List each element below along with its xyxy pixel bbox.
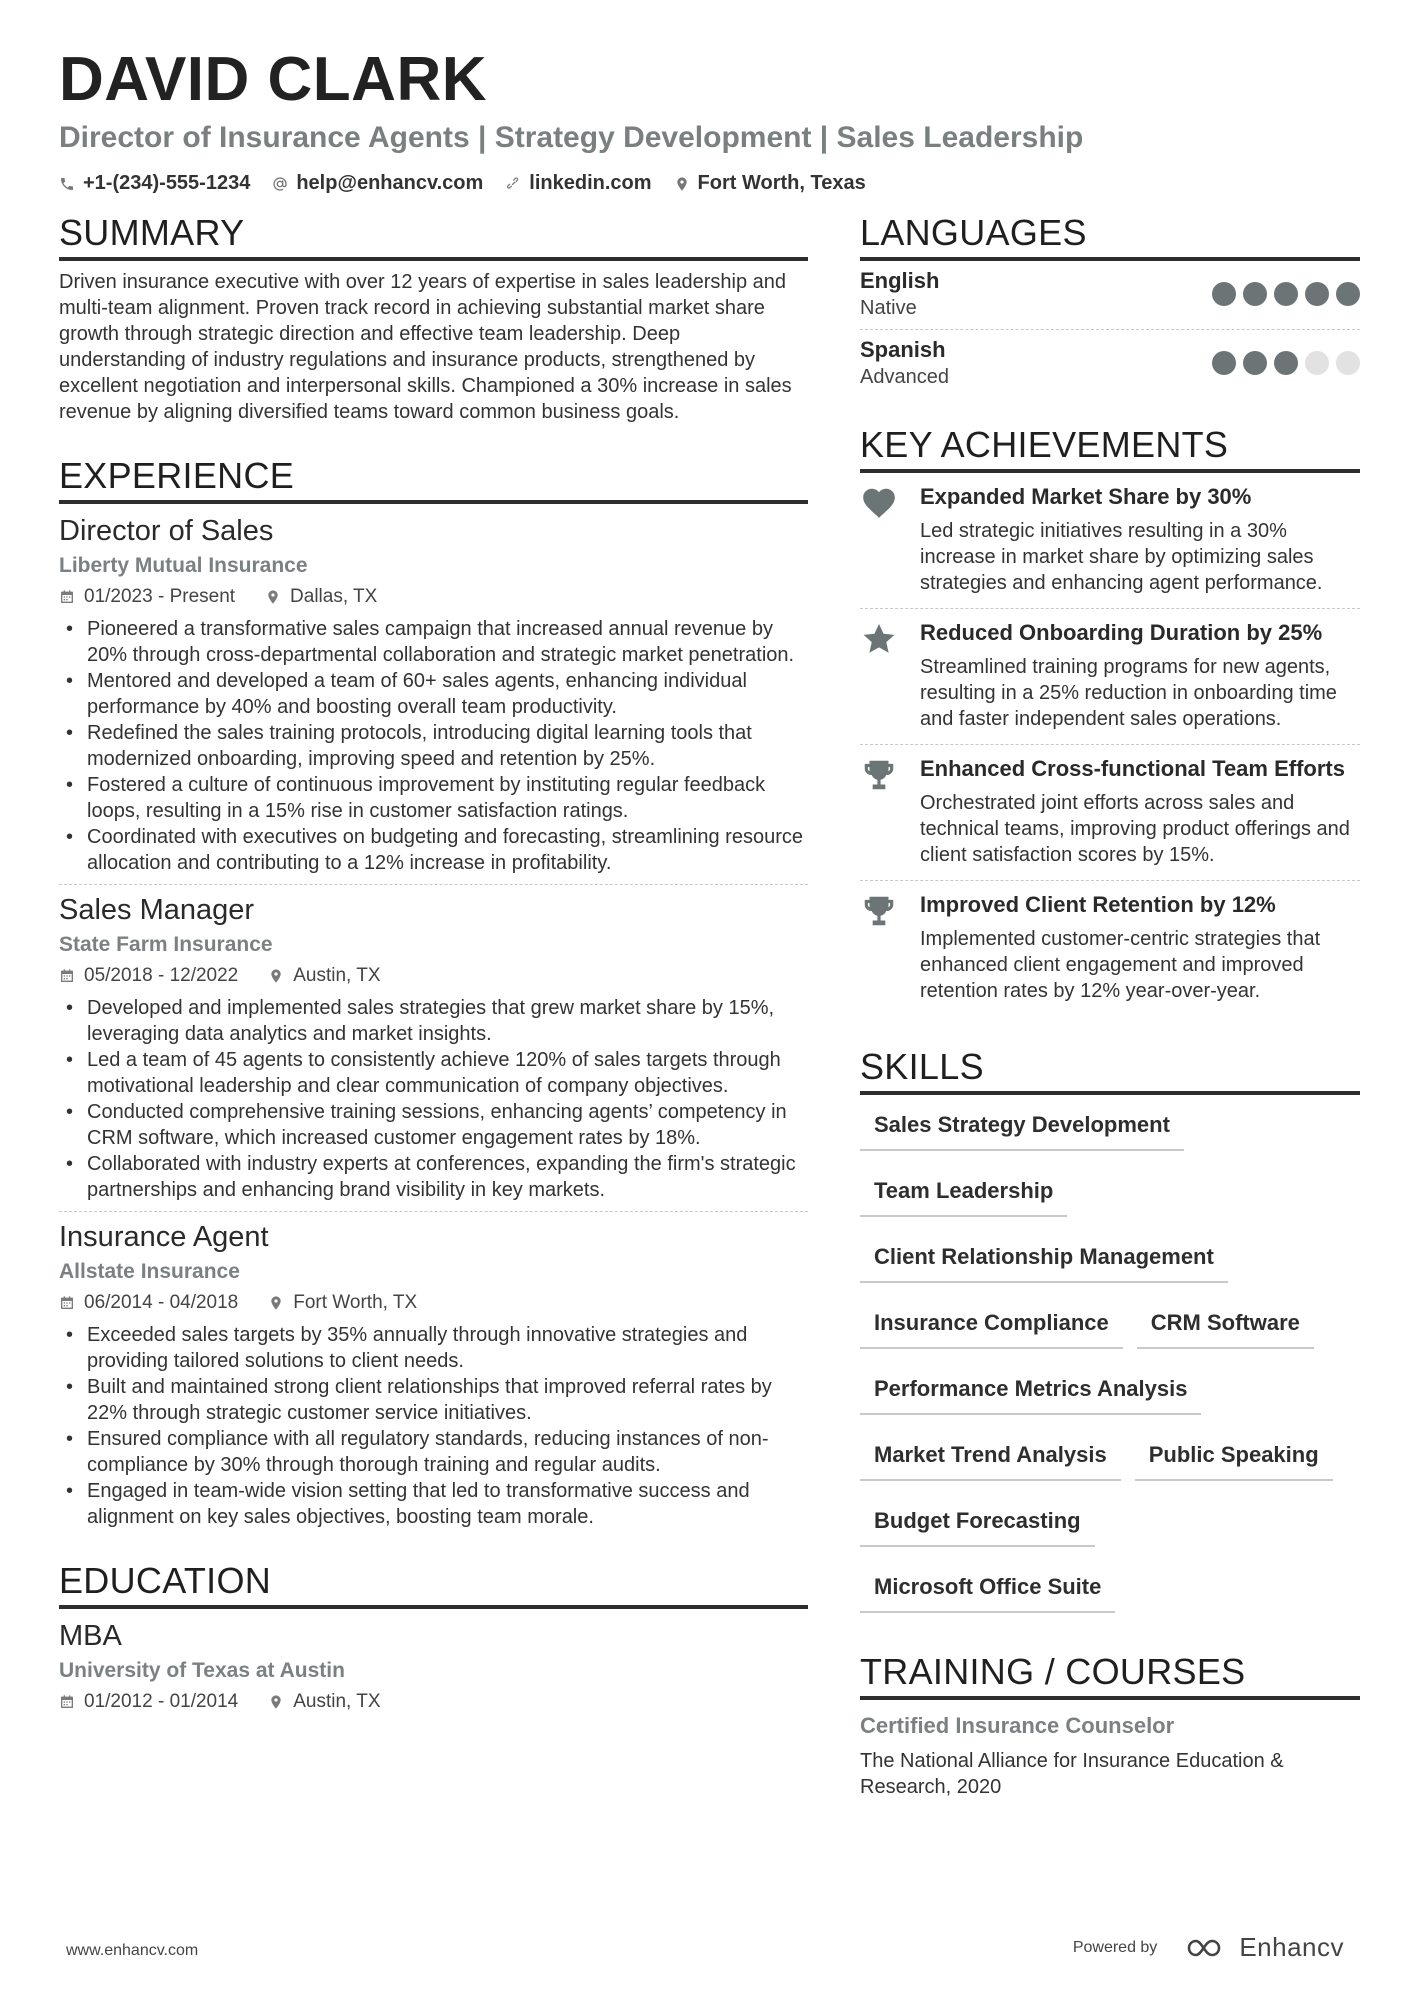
rating-dot-filled bbox=[1305, 282, 1329, 306]
achievement-description: Streamlined training programs for new agents, resulting in a 25% reduction in onboarding time and faster independent sales operations. bbox=[920, 656, 1337, 730]
job-title: Director of Sales bbox=[59, 515, 274, 547]
bullet-item: • Led a team of 45 agents to consistently achieve 120% of sales targets through motivational leadership and clear communication of company objectives. bbox=[59, 1047, 808, 1099]
language-rating bbox=[1205, 282, 1360, 306]
language-name: Spanish bbox=[860, 337, 946, 362]
achievement-item bbox=[860, 608, 1360, 744]
contact-bar bbox=[59, 172, 1359, 195]
achievement-item bbox=[860, 880, 1360, 1016]
bullet-item: • Collaborated with industry experts at conferences, expanding the firm's strategic partnerships and enhancing brand visibility in key markets. bbox=[59, 1151, 808, 1203]
achievement-item bbox=[860, 744, 1360, 880]
footer-site-link[interactable]: www.enhancv.com bbox=[66, 1942, 199, 1959]
section-title-experience: EXPERIENCE bbox=[59, 455, 808, 504]
language-item bbox=[860, 329, 1360, 398]
training-section bbox=[860, 1651, 1360, 1800]
job-title: Sales Manager bbox=[59, 894, 255, 926]
course-description: The National Alliance for Insurance Education & Research, 2020 bbox=[860, 1750, 1284, 1798]
calendar-icon bbox=[59, 1694, 75, 1710]
education-location: Austin, TX bbox=[293, 1691, 381, 1712]
section-title-languages: LANGUAGES bbox=[860, 212, 1360, 261]
location-text: Fort Worth, Texas bbox=[697, 172, 866, 194]
languages-section bbox=[860, 212, 1360, 398]
skill-tag: Public Speaking bbox=[1135, 1433, 1333, 1481]
language-rating bbox=[1205, 351, 1360, 375]
brand-name: Enhancv bbox=[1239, 1932, 1344, 1962]
contact-email[interactable] bbox=[272, 172, 483, 195]
experience-section bbox=[59, 455, 808, 1538]
education-section bbox=[59, 1560, 808, 1715]
achievement-title: Expanded Market Share by 30% bbox=[920, 484, 1252, 509]
language-level: Native bbox=[860, 297, 917, 319]
bullet-item: • Fostered a culture of continuous improvement by instituting regular feedback loops, resulting in a 15% rise in customer satisfaction ratings. bbox=[59, 772, 808, 824]
location-pin-icon bbox=[674, 176, 690, 192]
location-pin-icon bbox=[268, 1295, 284, 1311]
rating-dot-empty bbox=[1336, 351, 1360, 375]
language-level: Advanced bbox=[860, 366, 949, 388]
achievement-title: Enhanced Cross-functional Team Efforts bbox=[920, 756, 1345, 781]
job-entry bbox=[59, 1211, 808, 1538]
bullet-item: • Built and maintained strong client relationships that improved referral rates by 22% through strategic customer service initiatives. bbox=[59, 1374, 808, 1426]
bullet-item: • Ensured compliance with all regulatory standards, reducing instances of non-compliance by 30% through thorough training and regular audits. bbox=[59, 1426, 808, 1478]
job-location: Dallas, TX bbox=[290, 586, 378, 607]
job-title: Insurance Agent bbox=[59, 1221, 269, 1253]
rating-dot-empty bbox=[1305, 351, 1329, 375]
bullet-item: • Exceeded sales targets by 35% annually through innovative strategies and providing tailored solutions to client needs. bbox=[59, 1322, 808, 1374]
skill-tag: Budget Forecasting bbox=[860, 1499, 1095, 1547]
summary-text: Driven insurance executive with over 12 years of expertise in sales leadership and multi-team alignment. Proven track record in achieving substantial market share growth through strategic direction and effective team leadership. Deep understanding of industry regulations and insurance products, strengthened by excellent negotiation and interpersonal skills. Championed a 30% increase in sales revenue by aligning diversified teams toward common business goals. bbox=[59, 271, 792, 423]
powered-by-label: Powered by bbox=[1072, 1938, 1158, 1956]
right-column bbox=[860, 212, 1360, 1822]
achievement-description: Led strategic initiatives resulting in a 30% increase in market share by optimizing sales strategies and enhancing agent performance. bbox=[920, 520, 1323, 594]
section-title-skills: SKILLS bbox=[860, 1046, 1360, 1095]
skill-tag: Insurance Compliance bbox=[860, 1301, 1123, 1349]
phone-icon bbox=[59, 176, 75, 192]
skill-tag: Microsoft Office Suite bbox=[860, 1565, 1115, 1613]
heart-icon bbox=[860, 484, 898, 522]
trophy-icon bbox=[860, 892, 898, 930]
education-meta bbox=[59, 1689, 808, 1715]
star-icon bbox=[860, 620, 898, 658]
job-bullets bbox=[59, 1322, 808, 1530]
brand-logo bbox=[1183, 1932, 1344, 1963]
skills-section bbox=[860, 1046, 1360, 1631]
job-bullets bbox=[59, 616, 808, 876]
trophy-icon bbox=[860, 756, 898, 794]
education-dates: 01/2012 - 01/2014 bbox=[84, 1691, 239, 1712]
job-dates: 01/2023 - Present bbox=[84, 586, 236, 607]
achievements-section bbox=[860, 424, 1360, 1016]
bullet-item: • Redefined the sales training protocols, introducing digital learning tools that modernized onboarding, improving speed and retention by 25%. bbox=[59, 720, 808, 772]
job-bullets bbox=[59, 995, 808, 1203]
resume-header bbox=[59, 44, 1359, 195]
skills-list bbox=[860, 1103, 1360, 1631]
bullet-item: • Engaged in team-wide vision setting that led to transformative success and alignment on key sales objectives, boosting team morale. bbox=[59, 1478, 808, 1530]
phone-text: +1-(234)-555-1234 bbox=[83, 172, 251, 194]
calendar-icon bbox=[59, 1295, 75, 1311]
achievement-title: Reduced Onboarding Duration by 25% bbox=[920, 620, 1323, 645]
language-name: English bbox=[860, 268, 940, 293]
location-pin-icon bbox=[268, 968, 284, 984]
bullet-item: • Developed and implemented sales strategies that grew market share by 15%, leveraging data analytics and market insights. bbox=[59, 995, 808, 1047]
job-dates: 06/2014 - 04/2018 bbox=[84, 1292, 239, 1313]
language-item bbox=[860, 261, 1360, 329]
job-location: Fort Worth, TX bbox=[293, 1292, 418, 1313]
section-title-training: TRAINING / COURSES bbox=[860, 1651, 1360, 1700]
company-name: Allstate Insurance bbox=[59, 1260, 240, 1283]
company-name: State Farm Insurance bbox=[59, 933, 273, 956]
bullet-item: • Conducted comprehensive training sessions, enhancing agents’ competency in CRM software, which increased customer engagement rates by 18%. bbox=[59, 1099, 808, 1151]
achievement-title: Improved Client Retention by 12% bbox=[920, 892, 1276, 917]
rating-dot-filled bbox=[1212, 351, 1236, 375]
bullet-item: • Mentored and developed a team of 60+ sales agents, enhancing individual performance by 40% and boosting overall team productivity. bbox=[59, 668, 808, 720]
school-name: University of Texas at Austin bbox=[59, 1659, 345, 1682]
skill-tag: Client Relationship Management bbox=[860, 1235, 1228, 1283]
job-meta bbox=[59, 584, 808, 610]
headline: Director of Insurance Agents | Strategy Development | Sales Leadership bbox=[59, 121, 1084, 154]
link-text: linkedin.com bbox=[529, 172, 652, 194]
job-meta bbox=[59, 963, 808, 989]
section-title-education: EDUCATION bbox=[59, 1560, 808, 1609]
rating-dot-filled bbox=[1336, 282, 1360, 306]
link-icon bbox=[505, 176, 521, 192]
skill-tag: Performance Metrics Analysis bbox=[860, 1367, 1201, 1415]
job-entry bbox=[59, 884, 808, 1211]
skill-tag: Market Trend Analysis bbox=[860, 1433, 1121, 1481]
job-dates: 05/2018 - 12/2022 bbox=[84, 965, 239, 986]
company-name: Liberty Mutual Insurance bbox=[59, 554, 308, 577]
left-column bbox=[59, 212, 808, 1737]
candidate-name: DAVID CLARK bbox=[59, 45, 487, 114]
rating-dot-filled bbox=[1274, 351, 1298, 375]
contact-location bbox=[674, 172, 866, 195]
location-pin-icon bbox=[265, 589, 281, 605]
achievement-item bbox=[860, 473, 1360, 608]
rating-dot-filled bbox=[1274, 282, 1298, 306]
achievement-description: Implemented customer-centric strategies that enhanced client engagement and improved retention rates by 12% year-over-year. bbox=[920, 928, 1321, 1002]
rating-dot-filled bbox=[1212, 282, 1236, 306]
bullet-item: • Coordinated with executives on budgeting and forecasting, streamlining resource allocation and contributing to a 12% increase in profitability. bbox=[59, 824, 808, 876]
section-title-summary: SUMMARY bbox=[59, 212, 808, 261]
calendar-icon bbox=[59, 968, 75, 984]
rating-dot-filled bbox=[1243, 351, 1267, 375]
summary-section bbox=[59, 212, 808, 425]
job-location: Austin, TX bbox=[293, 965, 381, 986]
degree: MBA bbox=[59, 1620, 122, 1652]
rating-dot-filled bbox=[1243, 282, 1267, 306]
skill-tag: Sales Strategy Development bbox=[860, 1103, 1184, 1151]
contact-phone[interactable] bbox=[59, 172, 250, 195]
contact-link[interactable] bbox=[505, 172, 651, 195]
enhancv-logo-icon bbox=[1183, 1935, 1231, 1961]
achievement-description: Orchestrated joint efforts across sales and technical teams, improving product offerings and client satisfaction scores by 15%. bbox=[920, 792, 1350, 866]
calendar-icon bbox=[59, 589, 75, 605]
skill-tag: Team Leadership bbox=[860, 1169, 1067, 1217]
email-text: help@enhancv.com bbox=[296, 172, 484, 194]
bullet-item: • Pioneered a transformative sales campaign that increased annual revenue by 20% through cross-departmental collaboration and strategic market penetration. bbox=[59, 616, 808, 668]
skill-tag: CRM Software bbox=[1137, 1301, 1314, 1349]
section-title-achievements: KEY ACHIEVEMENTS bbox=[860, 424, 1360, 473]
job-entry bbox=[59, 512, 808, 884]
at-icon bbox=[272, 176, 288, 192]
location-pin-icon bbox=[268, 1694, 284, 1710]
course-title: Certified Insurance Counselor bbox=[860, 1713, 1175, 1738]
footer-branding[interactable] bbox=[1073, 1932, 1344, 1963]
job-meta bbox=[59, 1290, 808, 1316]
